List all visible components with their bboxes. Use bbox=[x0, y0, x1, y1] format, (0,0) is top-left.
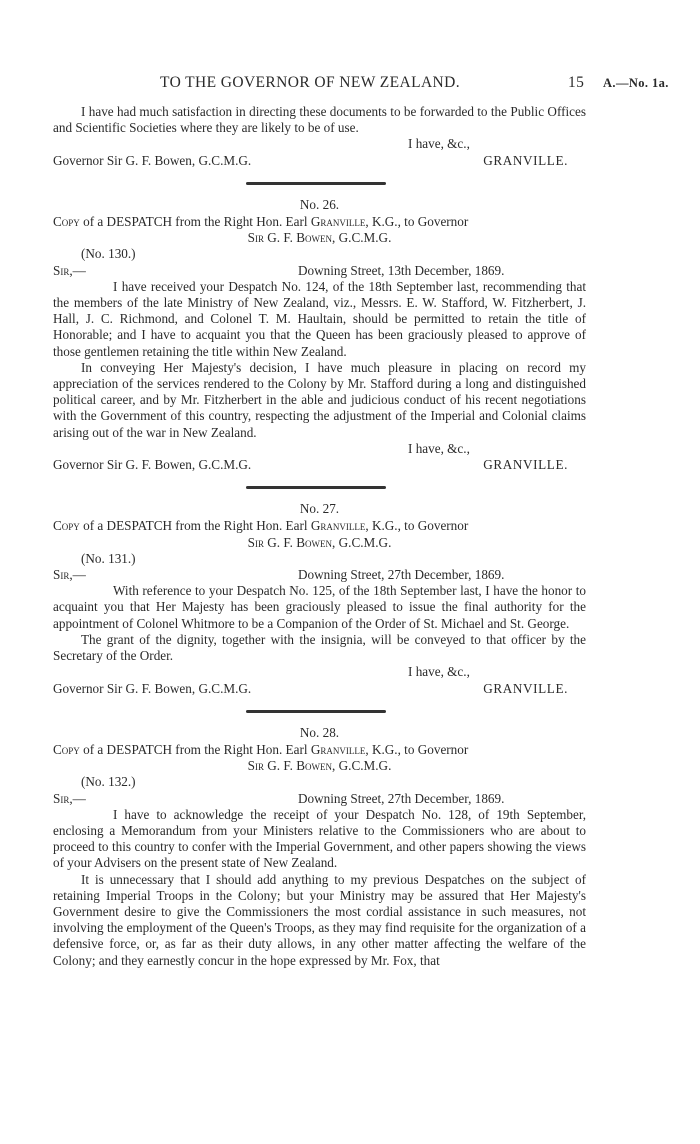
despatch-reference: (No. 131.) bbox=[81, 550, 136, 566]
running-head bbox=[0, 74, 700, 94]
despatch-heading: Copy of a DESPATCH from the Right Hon. Earl Granville, K.G., to Governor bbox=[53, 741, 469, 757]
despatch-27 bbox=[53, 501, 586, 696]
paper-reference: A.—No. 1a. bbox=[603, 76, 669, 90]
despatch-reference: (No. 130.) bbox=[81, 246, 136, 262]
paragraph: I have received your Despatch No. 124, of the 18th September last, recommending that the members of the late Ministry of New Zealand, viz., Messrs. E. W. Stafford, W. Fitzherbert, J. Hall, J. C. Richmond, and Colonel T. M. Haultain, should be permitted to retain the title of Honorable; and I have to acquaint you that the Queen has been graciously pleased to approve of those gentlemen retaining the title within New Zealand. bbox=[53, 278, 586, 359]
signature: GRANVILLE. bbox=[483, 680, 568, 696]
despatch-recipient: Sir G. F. Bowen, G.C.M.G. bbox=[247, 230, 392, 246]
paragraph: With reference to your Despatch No. 125, of the 18th September last, I have the honor to acquaint you that Her Majesty has been graciously pleased to issue the final authority for the appointment of Colonel Whitmore to be a Companion of the Order of St. Michael and St. George. bbox=[53, 583, 586, 631]
despatch-number: No. 28. bbox=[299, 724, 340, 740]
salutation: Sir,— bbox=[53, 790, 86, 806]
despatch-recipient: Sir G. F. Bowen, G.C.M.G. bbox=[247, 534, 392, 550]
despatch-recipient: Sir G. F. Bowen, G.C.M.G. bbox=[247, 758, 392, 774]
despatch-28 bbox=[53, 725, 586, 969]
despatch-reference: (No. 132.) bbox=[81, 774, 136, 790]
paragraph: It is unnecessary that I should add anything to my previous Despatches on the subject of retaining Imperial Troops in the Colony; but your Ministry may be assured that Her Majesty's Government desire to give the Commissioners the most cordial assistance in such measures, not involving the employment of the Queen's Troops, as they may find requisite for the organization of a defensive force, or, as far as their duty allows, in any other matter affecting the welfare of the Colony; and they earnestly concur in the hope expressed by Mr. Fox, that bbox=[53, 871, 586, 968]
section-divider bbox=[53, 481, 586, 495]
body-column bbox=[53, 104, 586, 969]
signature-line bbox=[53, 681, 586, 697]
despatch-heading: Copy of a DESPATCH from the Right Hon. Earl Granville, K.G., to Governor bbox=[53, 214, 469, 230]
closing-formula: I have, &c., bbox=[408, 664, 470, 680]
place-date: Downing Street, 27th December, 1869. bbox=[298, 790, 505, 806]
section-divider bbox=[53, 177, 586, 191]
paragraph: The grant of the dignity, together with the insignia, will be conveyed to that officer by the Secretary of the Order. bbox=[53, 631, 586, 664]
addressee: Governor Sir G. F. Bowen, G.C.M.G. bbox=[53, 457, 252, 473]
place-date: Downing Street, 27th December, 1869. bbox=[298, 567, 505, 583]
paragraph: I have to acknowledge the receipt of your Despatch No. 128, of 19th September, enclosing a Memorandum from your Ministers relative to the Commissioners who are about to proceed to this country to confer with the Imperial Government, and other papers showing the views of your Advisers on the present state of New Zealand. bbox=[53, 806, 586, 871]
closing-formula: I have, &c., bbox=[408, 440, 470, 456]
closing-formula: I have, &c., bbox=[408, 136, 470, 152]
salutation: Sir,— bbox=[53, 262, 86, 278]
salutation: Sir,— bbox=[53, 567, 86, 583]
salutation-line bbox=[53, 567, 586, 583]
paragraph: In conveying Her Majesty's decision, I have much pleasure in placing on record my appreciation of the services rendered to the Colony by Mr. Stafford during a long and distinguished political career, and by Mr. Fitzherbert in the able and judicious conduct of his recent negotiations with the Government of this country, respecting the adjustment of the Imperial and Colonial claims arising out of the war in New Zealand. bbox=[53, 359, 586, 440]
salutation-line bbox=[53, 263, 586, 279]
addressee: Governor Sir G. F. Bowen, G.C.M.G. bbox=[53, 152, 252, 168]
page-number: 15 bbox=[568, 74, 585, 91]
section-divider bbox=[53, 705, 586, 719]
opening-section bbox=[53, 104, 586, 169]
signature: GRANVILLE. bbox=[483, 457, 568, 473]
place-date: Downing Street, 13th December, 1869. bbox=[298, 262, 505, 278]
addressee: Governor Sir G. F. Bowen, G.C.M.G. bbox=[53, 680, 252, 696]
signature: GRANVILLE. bbox=[483, 152, 568, 168]
salutation-line bbox=[53, 791, 586, 807]
signature-line bbox=[53, 153, 586, 169]
despatch-number: No. 27. bbox=[299, 501, 340, 517]
despatch-heading: Copy of a DESPATCH from the Right Hon. Earl Granville, K.G., to Governor bbox=[53, 518, 469, 534]
despatch-number: No. 26. bbox=[299, 196, 340, 212]
running-head-title: TO THE GOVERNOR OF NEW ZEALAND. bbox=[160, 74, 460, 91]
despatch-26 bbox=[53, 197, 586, 473]
signature-line bbox=[53, 457, 586, 473]
opening-paragraph: I have had much satisfaction in directing these documents to be forwarded to the Public Offices and Scientific Societies where they are likely to be of use. bbox=[53, 104, 586, 136]
